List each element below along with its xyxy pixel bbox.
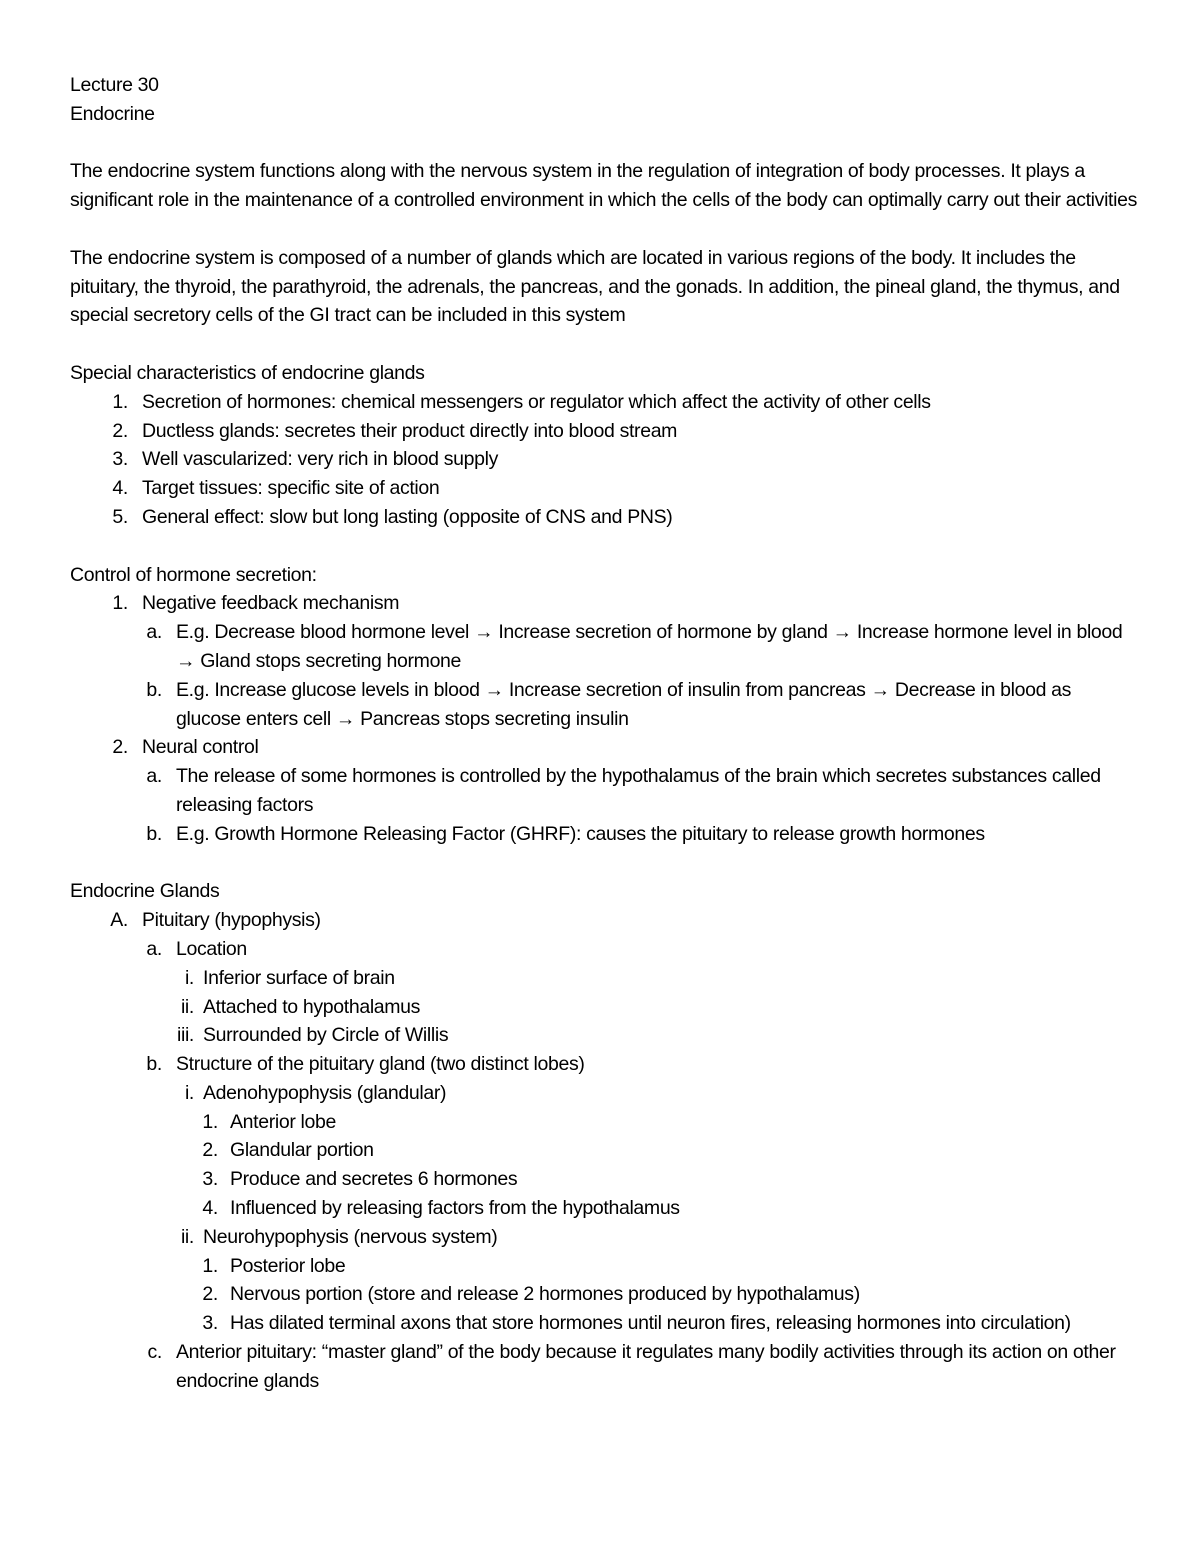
list-item — [70, 935, 1140, 964]
list-marker: 2. — [202, 1139, 218, 1162]
list-item — [70, 417, 1140, 446]
list-item — [70, 1252, 1140, 1281]
spacer — [70, 330, 1140, 359]
list-item — [70, 1280, 1140, 1309]
list-marker: a. — [146, 765, 162, 788]
list-marker: i. — [184, 966, 194, 989]
list-item-text: Neural control — [142, 736, 259, 759]
list-marker: i. — [184, 1081, 194, 1104]
list-marker: 1. — [112, 390, 128, 413]
list-marker: 4. — [202, 1197, 218, 1220]
list-item — [70, 1136, 1140, 1165]
list-item-text: Location — [176, 937, 247, 960]
list-marker: ii. — [180, 995, 194, 1018]
list-item-text: Anterior pituitary: “master gland” of the body because it regulates many bodily activities through its action on other endocrine glands — [176, 1341, 1116, 1392]
list-item-text: E.g. Growth Hormone Releasing Factor (GHRF): causes the pituitary to release growth hormones — [176, 822, 985, 845]
list-item-text: General effect: slow but long lasting (opposite of CNS and PNS) — [142, 505, 673, 528]
list-marker: c. — [147, 1341, 162, 1364]
list-item-text: Well vascularized: very rich in blood supply — [142, 448, 498, 471]
list-item-text: Posterior lobe — [230, 1254, 346, 1277]
list-item-text: Neurohypophysis (nervous system) — [203, 1225, 498, 1248]
list-item — [70, 964, 1140, 993]
spacer — [70, 215, 1140, 244]
list-marker: b. — [146, 822, 162, 845]
glands-list — [70, 906, 1140, 1396]
list-item-text: Glandular portion — [230, 1139, 374, 1162]
list-item-text: Ductless glands: secretes their product directly into blood stream — [142, 419, 678, 442]
list-marker: 3. — [202, 1168, 218, 1191]
list-marker: 1. — [202, 1110, 218, 1133]
list-item-text: Anterior lobe — [230, 1110, 337, 1133]
list-item — [70, 1165, 1140, 1194]
list-item-text: Adenohypophysis (glandular) — [203, 1081, 447, 1104]
control-heading: Control of hormone secretion: — [70, 563, 317, 586]
list-marker: 1. — [112, 592, 128, 615]
characteristics-list — [70, 388, 1140, 532]
list-item-text: Inferior surface of brain — [203, 966, 395, 989]
list-marker: b. — [146, 1053, 162, 1076]
list-item-text: Has dilated terminal axons that store hormones until neuron fires, releasing hormones into circulation) — [230, 1312, 1071, 1335]
list-marker: A. — [110, 909, 128, 932]
intro-paragraph-1: The endocrine system functions along with the nervous system in the regulation of integration of body processes. It plays a significant role in the maintenance of a controlled environment in which the cells of the body can optimally carry out their activities — [70, 160, 1137, 212]
list-marker: iii. — [176, 1024, 194, 1047]
list-item — [70, 589, 1140, 618]
list-marker: 2. — [112, 419, 128, 442]
list-item — [70, 676, 1140, 734]
list-item — [70, 1338, 1140, 1396]
list-item-text: Surrounded by Circle of Willis — [203, 1024, 449, 1047]
control-list — [70, 589, 1140, 848]
list-marker: a. — [146, 621, 162, 644]
document-page — [70, 71, 1140, 1396]
list-item — [70, 1309, 1140, 1338]
list-item — [70, 1050, 1140, 1079]
list-item-text: Negative feedback mechanism — [142, 592, 400, 615]
list-marker: 3. — [112, 448, 128, 471]
list-item — [70, 1079, 1140, 1108]
list-item-text: Pituitary (hypophysis) — [142, 909, 321, 932]
list-item — [70, 762, 1140, 820]
lecture-number: Lecture 30 — [70, 74, 159, 96]
list-item — [70, 1223, 1140, 1252]
list-item-text: Produce and secretes 6 hormones — [230, 1168, 518, 1191]
list-item — [70, 733, 1140, 762]
list-item-text: Structure of the pituitary gland (two distinct lobes) — [176, 1053, 585, 1076]
list-marker: a. — [146, 937, 162, 960]
list-marker: 4. — [112, 477, 128, 500]
list-item — [70, 445, 1140, 474]
list-item — [70, 993, 1140, 1022]
list-item-text: Target tissues: specific site of action — [142, 477, 440, 500]
list-item-text: Attached to hypothalamus — [203, 995, 421, 1018]
spacer — [70, 532, 1140, 561]
list-item — [70, 474, 1140, 503]
list-item-text: The release of some hormones is controlled by the hypothalamus of the brain which secretes substances called releasing factors — [176, 765, 1101, 816]
list-marker: 2. — [202, 1283, 218, 1306]
list-item — [70, 1021, 1140, 1050]
list-marker: 5. — [112, 505, 128, 528]
list-item-text: Influenced by releasing factors from the hypothalamus — [230, 1197, 680, 1220]
list-marker: 3. — [202, 1312, 218, 1335]
list-item — [70, 388, 1140, 417]
list-item — [70, 1108, 1140, 1137]
list-marker: ii. — [180, 1225, 194, 1248]
list-item — [70, 503, 1140, 532]
list-item-text: Secretion of hormones: chemical messengers or regulator which affect the activity of other cells — [142, 390, 931, 413]
list-marker: 2. — [112, 736, 128, 759]
lecture-topic: Endocrine — [70, 102, 155, 125]
glands-heading: Endocrine Glands — [70, 880, 220, 903]
list-item-text: E.g. Increase glucose levels in blood → Increase secretion of insulin from pancreas → Decrease in blood as glucose enters cell → Pancreas stops secreting insulin — [176, 678, 1072, 730]
list-item — [70, 1194, 1140, 1223]
list-item — [70, 906, 1140, 935]
list-marker: b. — [146, 678, 162, 701]
intro-paragraph-2: The endocrine system is composed of a number of glands which are located in various regions of the body. It includes the pituitary, the thyroid, the parathyroid, the adrenals, the pancreas, and the gonads. In addition, the pineal gland, the thymus, and special secretory cells of the GI tract can be included in this system — [70, 246, 1120, 327]
list-item-text: Nervous portion (store and release 2 hormones produced by hypothalamus) — [230, 1283, 860, 1306]
list-item — [70, 618, 1140, 676]
list-item — [70, 820, 1140, 849]
list-marker: 1. — [202, 1254, 218, 1277]
spacer — [70, 129, 1140, 158]
characteristics-heading: Special characteristics of endocrine glands — [70, 361, 425, 384]
list-item-text: E.g. Decrease blood hormone level → Increase secretion of hormone by gland → Increase hormone level in blood → Gland stops secreting hormone — [176, 621, 1123, 672]
spacer — [70, 849, 1140, 878]
